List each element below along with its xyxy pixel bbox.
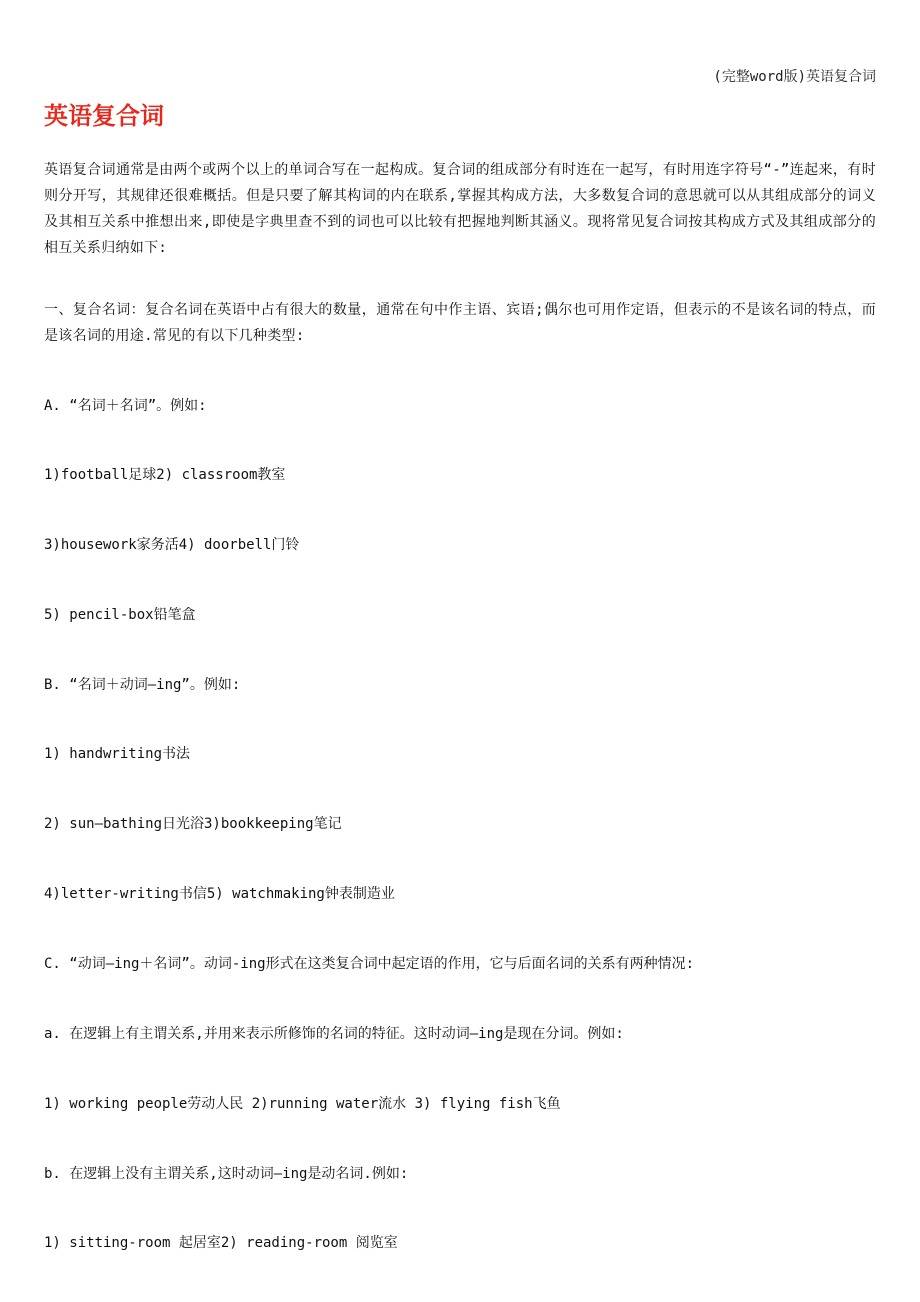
- case-b-description: b. 在逻辑上没有主谓关系,这时动词—ing是动名词.例如:: [44, 1166, 409, 1182]
- example-line: 1)football足球2) classroom教室: [44, 467, 286, 483]
- example-line: 5) pencil-box铅笔盒: [44, 607, 196, 623]
- document-header: (完整word版)英语复合词: [713, 69, 876, 85]
- example-line: 1) handwriting书法: [44, 746, 191, 762]
- section-compound-nouns: 一、复合名词：复合名词在英语中占有很大的数量，通常在句中作主语、宾语;偶尔也可用作定语，但表示的不是该名词的特点，而是该名词的用途.常见的有以下几种类型:: [44, 302, 876, 344]
- type-b-heading: B. “名词＋动词—ing”。例如:: [44, 677, 241, 693]
- type-a-heading: A. “名词＋名词”。例如:: [44, 398, 207, 414]
- example-line: 2) sun—bathing日光浴3)bookkeeping笔记: [44, 816, 342, 832]
- type-c-heading: C. “动词—ing＋名词”。动词-ing形式在这类复合词中起定语的作用，它与后面名词的关系有两种情况:: [44, 956, 694, 972]
- example-line: 1) working people劳动人民 2)running water流水 3) flying fish飞鱼: [44, 1096, 561, 1112]
- intro-paragraph: 英语复合词通常是由两个或两个以上的单词合写在一起构成。复合词的组成部分有时连在一起写，有时用连字符号“-”连起来，有时则分开写，其规律还很难概括。但是只要了解其构词的内在联系,掌握其构成方法，大多数复合词的意思就可以从其组成部分的词义及其相互关系中推想出来,即使是字典里查不到的词也可以比较有把握地判断其涵义。现将常见复合词按其构成方式及其组成部分的相互关系归纳如下:: [44, 162, 876, 256]
- example-line: 4)letter-writing书信5) watchmaking钟表制造业: [44, 886, 395, 902]
- case-a-description: a. 在逻辑上有主谓关系,并用来表示所修饰的名词的特征。这时动词—ing是现在分词。例如:: [44, 1026, 624, 1042]
- example-line: 1) sitting-room 起居室2) reading-room 阅览室: [44, 1235, 398, 1251]
- example-line: 3)housework家务活4) doorbell门铃: [44, 537, 300, 553]
- page-title: 英语复合词: [44, 102, 164, 130]
